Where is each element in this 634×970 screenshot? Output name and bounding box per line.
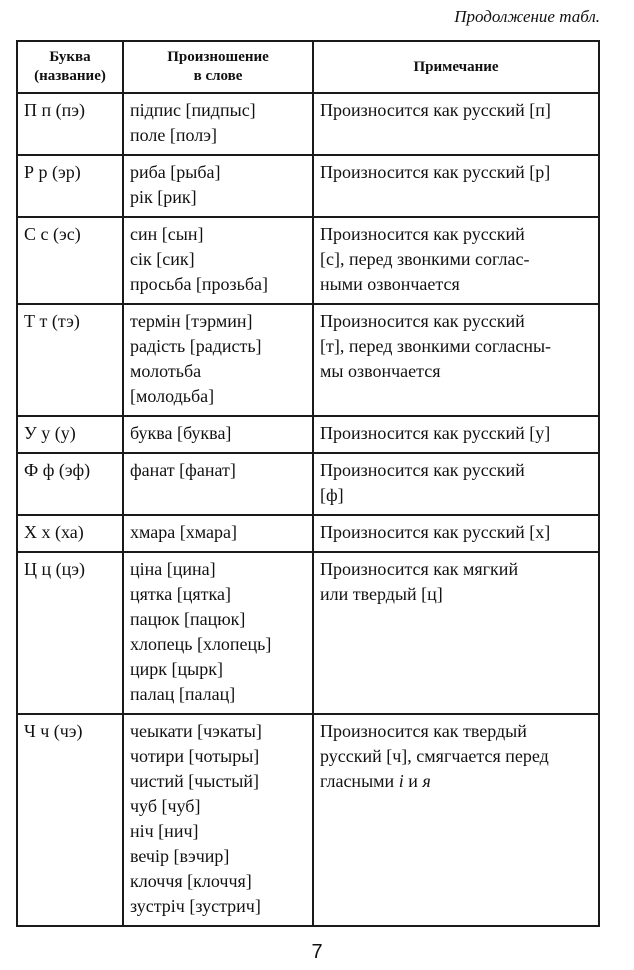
table-row <box>17 714 599 926</box>
pronunciation-cell <box>123 304 313 416</box>
word-example: палац [палац] <box>130 684 236 704</box>
pronunciation-cell <box>123 552 313 714</box>
word-example: клоччя [клоччя] <box>130 871 252 891</box>
letter-cell: П п (пэ) <box>17 93 123 155</box>
word-example: [молодьба] <box>130 386 215 406</box>
note-text: Произносится как русский <box>320 460 525 480</box>
word-example: син [сын] <box>130 224 204 244</box>
word-example: вечір [вэчир] <box>130 846 230 866</box>
note-text: [ф] <box>320 485 344 505</box>
word-example: буква [буква] <box>130 423 232 443</box>
word-example: цирк [цырк] <box>130 659 223 679</box>
table-row <box>17 453 599 515</box>
note-text: Произносится как русский <box>320 224 525 244</box>
letter-i-italic: і <box>398 771 404 791</box>
word-example: молотьба <box>130 361 202 381</box>
word-example: хлопець [хлопець] <box>130 634 272 654</box>
note-text: Произносится как русский [у] <box>320 423 551 443</box>
word-example: чотири [чотыры] <box>130 746 260 766</box>
letter-cell: Р р (эр) <box>17 155 123 217</box>
word-example: сік [сик] <box>130 249 195 269</box>
note-text: [с], перед звонкими соглас- <box>320 249 530 269</box>
note-cell <box>313 217 599 304</box>
note-cell <box>313 304 599 416</box>
word-example: цятка [цятка] <box>130 584 231 604</box>
pronunciation-cell <box>123 515 313 552</box>
word-example: чуб [чуб] <box>130 796 201 816</box>
word-example: підпис [пидпыс] <box>130 100 256 120</box>
word-example: фанат [фанат] <box>130 460 236 480</box>
table-row <box>17 155 599 217</box>
word-example: хмара [хмара] <box>130 522 237 542</box>
table-row <box>17 93 599 155</box>
letter-cell: Т т (тэ) <box>17 304 123 416</box>
word-example: поле [полэ] <box>130 125 217 145</box>
note-cell <box>313 552 599 714</box>
letter-ya-italic: я <box>422 771 431 791</box>
table-row <box>17 552 599 714</box>
note-text: Произносится как русский <box>320 311 525 331</box>
word-example: просьба [прозьба] <box>130 274 269 294</box>
note-text: [т], перед звонкими согласны- <box>320 336 552 356</box>
letter-cell: У у (у) <box>17 416 123 453</box>
table-row <box>17 217 599 304</box>
pronunciation-cell <box>123 453 313 515</box>
word-example: рік [рик] <box>130 187 197 207</box>
note-text: Произносится как русский [п] <box>320 100 551 120</box>
note-text: Произносится как русский [р] <box>320 162 551 182</box>
continuation-label: Продолжение табл. <box>454 7 600 26</box>
note-text: или твердый [ц] <box>320 584 443 604</box>
note-cell <box>313 453 599 515</box>
pronunciation-cell <box>123 93 313 155</box>
word-example: риба [рыба] <box>130 162 221 182</box>
note-text: русский [ч], смягчается перед <box>320 746 549 766</box>
table-row <box>17 304 599 416</box>
header-text: (название) <box>34 68 106 84</box>
header-text: Произношение <box>167 49 269 65</box>
note-cell <box>313 714 599 926</box>
header-text: Примечание <box>413 58 499 75</box>
note-text: Произносится как твердый <box>320 721 527 741</box>
word-example: зустріч [зустрич] <box>130 896 261 916</box>
note-text-fragment: гласными <box>320 771 399 791</box>
letter-cell: Ф ф (эф) <box>17 453 123 515</box>
header-text: в слове <box>193 68 243 84</box>
column-header-note <box>313 41 599 93</box>
note-cell <box>313 155 599 217</box>
alphabet-table <box>16 40 600 927</box>
pronunciation-cell <box>123 155 313 217</box>
note-text: мы озвончается <box>320 361 441 381</box>
pronunciation-cell <box>123 217 313 304</box>
note-cell <box>313 416 599 453</box>
word-example: ціна [цина] <box>130 559 216 579</box>
letter-cell: Ц ц (цэ) <box>17 552 123 714</box>
table-row <box>17 515 599 552</box>
word-example: чистий [чыстый] <box>130 771 260 791</box>
word-example: радість [радисть] <box>130 336 262 356</box>
header-text: Буква <box>49 49 91 65</box>
pronunciation-cell <box>123 416 313 453</box>
note-cell <box>313 515 599 552</box>
table-header-row <box>17 41 599 93</box>
page-number: 7 <box>311 941 323 963</box>
table-row <box>17 416 599 453</box>
column-header-letter <box>17 41 123 93</box>
word-example: термін [тэрмин] <box>130 311 253 331</box>
note-text <box>320 769 592 794</box>
letter-cell: С с (эс) <box>17 217 123 304</box>
note-text: Произносится как мягкий <box>320 559 519 579</box>
word-example: ніч [нич] <box>130 821 199 841</box>
letter-cell: Ч ч (чэ) <box>17 714 123 926</box>
note-text: Произносится как русский [х] <box>320 522 551 542</box>
pronunciation-cell <box>123 714 313 926</box>
note-text: ными озвончается <box>320 274 460 294</box>
note-cell <box>313 93 599 155</box>
column-header-pronunciation <box>123 41 313 93</box>
word-example: пацюк [пацюк] <box>130 609 246 629</box>
letter-cell: Х х (ха) <box>17 515 123 552</box>
word-example: чеыкати [чэкаты] <box>130 721 262 741</box>
note-text-fragment: и <box>403 771 423 791</box>
